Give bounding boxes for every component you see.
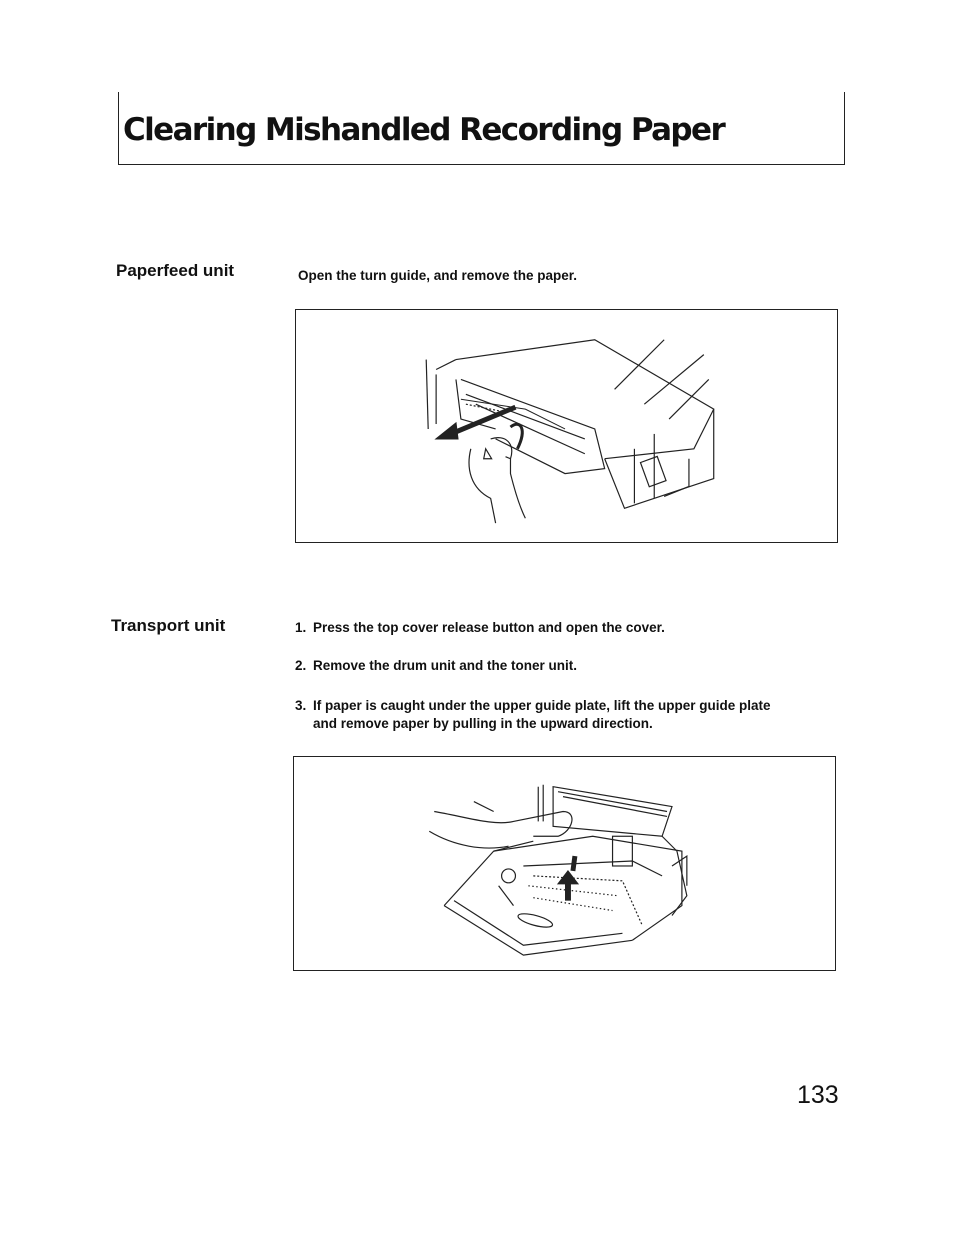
step-number: 3. bbox=[295, 698, 307, 713]
step-number: 1. bbox=[295, 620, 307, 635]
paperfeed-illustration bbox=[295, 309, 838, 543]
transport-heading: Transport unit bbox=[111, 616, 226, 635]
transport-step-3 bbox=[295, 697, 771, 733]
step-text-line-1: If paper is caught under the upper guide plate, lift the upper guide plate bbox=[313, 698, 771, 713]
step-number: 2. bbox=[295, 658, 307, 673]
step-text: Press the top cover release button and open the cover. bbox=[313, 620, 665, 635]
step-text: Remove the drum unit and the toner unit. bbox=[313, 658, 578, 673]
page-number: 133 bbox=[797, 1081, 839, 1109]
page-title: Clearing Mishandled Recording Paper bbox=[123, 112, 725, 148]
transport-step-2 bbox=[295, 657, 577, 675]
paperfeed-instruction: Open the turn guide, and remove the paper. bbox=[298, 268, 578, 283]
transport-step-1 bbox=[295, 619, 665, 637]
step-text-line-2: and remove paper by pulling in the upward direction. bbox=[313, 716, 653, 731]
transport-illustration bbox=[293, 756, 836, 971]
paperfeed-heading: Paperfeed unit bbox=[116, 261, 235, 280]
